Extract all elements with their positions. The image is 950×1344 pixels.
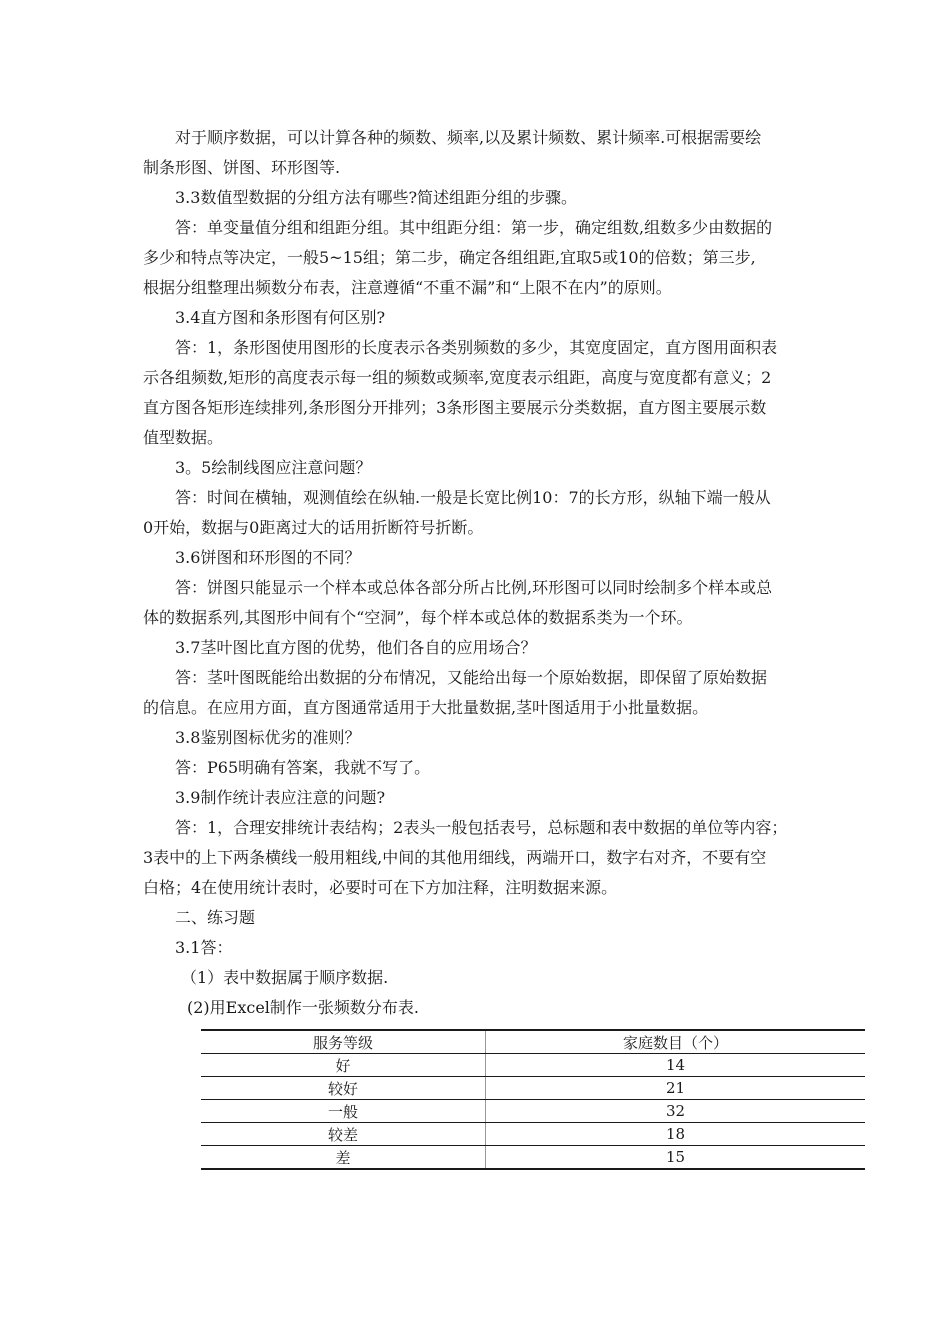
table-row xyxy=(201,1100,865,1123)
text-line: 示各组频数,矩形的高度表示每一组的频数或频率,宽度表示组距，高度与宽度都有意义；2 xyxy=(143,368,772,387)
text-line: 对于顺序数据，可以计算各种的频数、频率,以及累计频数、累计频率.可根据需要绘 xyxy=(175,128,762,147)
text-line: 3.9制作统计表应注意的问题? xyxy=(175,788,386,807)
text-line: 二、练习题 xyxy=(175,908,256,927)
table-row xyxy=(201,1077,865,1100)
cell-service-level: 好 xyxy=(201,1054,486,1077)
text-line: 白格；4在使用统计表时，必要时可在下方加注释，注明数据来源。 xyxy=(143,878,618,897)
table-row xyxy=(201,1123,865,1146)
cell-household-count: 14 xyxy=(486,1054,866,1077)
text-line: 3.8鉴别图标优劣的准则？ xyxy=(175,728,361,747)
text-line: 3.3数值型数据的分组方法有哪些?简述组距分组的步骤。 xyxy=(175,188,578,207)
text-line: (2)用Excel制作一张频数分布表. xyxy=(187,998,420,1017)
text-line: 答：时间在横轴，观测值绘在纵轴.一般是长宽比例10：7的长方形，纵轴下端一般从 xyxy=(175,488,771,507)
cell-household-count: 32 xyxy=(486,1100,866,1123)
text-line: 答：1，合理安排统计表结构；2表头一般包括表号，总标题和表中数据的单位等内容； xyxy=(175,818,788,837)
cell-household-count: 15 xyxy=(486,1146,866,1170)
table-header-row xyxy=(201,1030,865,1054)
text-line: 3.7茎叶图比直方图的优势，他们各自的应用场合？ xyxy=(175,638,537,657)
text-line: 0开始，数据与0距离过大的话用折断符号折断。 xyxy=(143,518,484,537)
text-line: 根据分组整理出频数分布表，注意遵循“不重不漏”和“上限不在内”的原则。 xyxy=(143,278,672,297)
text-line: 直方图各矩形连续排列,条形图分开排列；3条形图主要展示分类数据，直方图主要展示数 xyxy=(143,398,767,417)
text-line: 的信息。在应用方面，直方图通常适用于大批量数据,茎叶图适用于小批量数据。 xyxy=(143,698,709,717)
cell-service-level: 一般 xyxy=(201,1100,486,1123)
text-line: 多少和特点等决定，一般5~15组；第二步，确定各组组距,宜取5或10的倍数；第三步, xyxy=(143,248,756,267)
text-line: 答：1，条形图使用图形的长度表示各类别频数的多少，其宽度固定，直方图用面积表 xyxy=(175,338,778,357)
cell-service-level: 较好 xyxy=(201,1077,486,1100)
text-line: （1）表中数据属于顺序数据. xyxy=(181,968,389,987)
document-body xyxy=(143,123,808,1023)
header-service-level: 服务等级 xyxy=(201,1030,486,1054)
text-line: 体的数据系列,其图形中间有个“空洞”，每个样本或总体的数据系类为一个环。 xyxy=(143,608,693,627)
text-line: 3.1答： xyxy=(175,938,233,957)
text-line: 答：茎叶图既能给出数据的分布情况，又能给出每一个原始数据，即保留了原始数据 xyxy=(175,668,768,687)
cell-household-count: 21 xyxy=(486,1077,866,1100)
text-line: 制条形图、饼图、环形图等. xyxy=(143,158,341,177)
table-row xyxy=(201,1054,865,1077)
header-household-count: 家庭数目（个） xyxy=(486,1030,866,1054)
text-line: 答：饼图只能显示一个样本或总体各部分所占比例,环形图可以同时绘制多个样本或总 xyxy=(175,578,773,597)
cell-service-level: 较差 xyxy=(201,1123,486,1146)
table-row xyxy=(201,1146,865,1170)
text-line: 答：P65明确有答案，我就不写了。 xyxy=(175,758,431,777)
cell-household-count: 18 xyxy=(486,1123,866,1146)
text-line: 3表中的上下两条横线一般用粗线,中间的其他用细线，两端开口，数字右对齐，不要有空 xyxy=(143,848,767,867)
frequency-table xyxy=(201,1029,865,1170)
cell-service-level: 差 xyxy=(201,1146,486,1170)
text-line: 值型数据。 xyxy=(143,428,224,447)
text-line: 3。5绘制线图应注意问题？ xyxy=(175,458,372,477)
text-line: 3.4直方图和条形图有何区别? xyxy=(175,308,386,327)
text-line: 3.6饼图和环形图的不同？ xyxy=(175,548,361,567)
frequency-table-container xyxy=(201,1029,865,1170)
text-line: 答：单变量值分组和组距分组。其中组距分组：第一步，确定组数,组数多少由数据的 xyxy=(175,218,773,237)
